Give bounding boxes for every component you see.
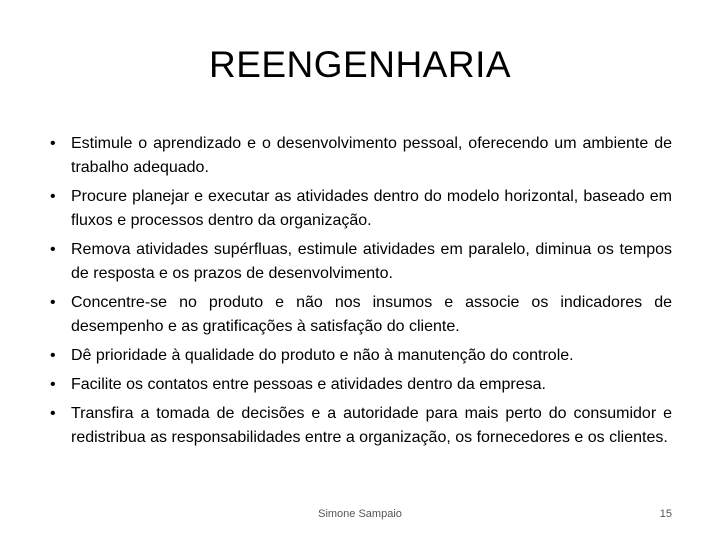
bullet-text: Remova atividades supérfluas, estimule atividades em paralelo, diminua os tempos de resposta e os prazos de desenvolvimento.	[71, 241, 672, 282]
bullet-dot-icon: •	[50, 376, 56, 393]
bullet-item	[50, 238, 672, 286]
bullet-text: Estimule o aprendizado e o desenvolvimento pessoal, oferecendo um ambiente de trabalho adequado.	[71, 135, 672, 176]
bullet-dot-icon: •	[50, 405, 56, 422]
bullet-text: Concentre-se no produto e não nos insumos e associe os indicadores de desempenho e as gratificações à satisfação do cliente.	[71, 294, 672, 335]
bullet-item	[50, 373, 672, 397]
bullet-item	[50, 185, 672, 233]
footer-author: Simone Sampaio	[318, 508, 402, 520]
bullet-dot-icon: •	[50, 135, 56, 152]
bullet-text: Facilite os contatos entre pessoas e atividades dentro da empresa.	[71, 376, 546, 393]
bullet-text: Dê prioridade à qualidade do produto e não à manutenção do controle.	[71, 347, 574, 364]
bullet-list	[50, 132, 672, 455]
bullet-item	[50, 402, 672, 450]
bullet-dot-icon: •	[50, 241, 56, 258]
bullet-text: Transfira a tomada de decisões e a autoridade para mais perto do consumidor e redistribua as responsabilidades entre a organização, os fornecedores e os clientes.	[71, 405, 672, 446]
bullet-text: Procure planejar e executar as atividades dentro do modelo horizontal, baseado em fluxos e processos dentro da organização.	[71, 188, 672, 229]
bullet-dot-icon: •	[50, 188, 56, 205]
bullet-dot-icon: •	[50, 294, 56, 311]
bullet-item	[50, 344, 672, 368]
page-number: 15	[659, 508, 672, 520]
slide-title: REENGENHARIA	[208, 44, 512, 85]
bullet-dot-icon: •	[50, 347, 56, 364]
bullet-item	[50, 132, 672, 180]
bullet-item	[50, 291, 672, 339]
